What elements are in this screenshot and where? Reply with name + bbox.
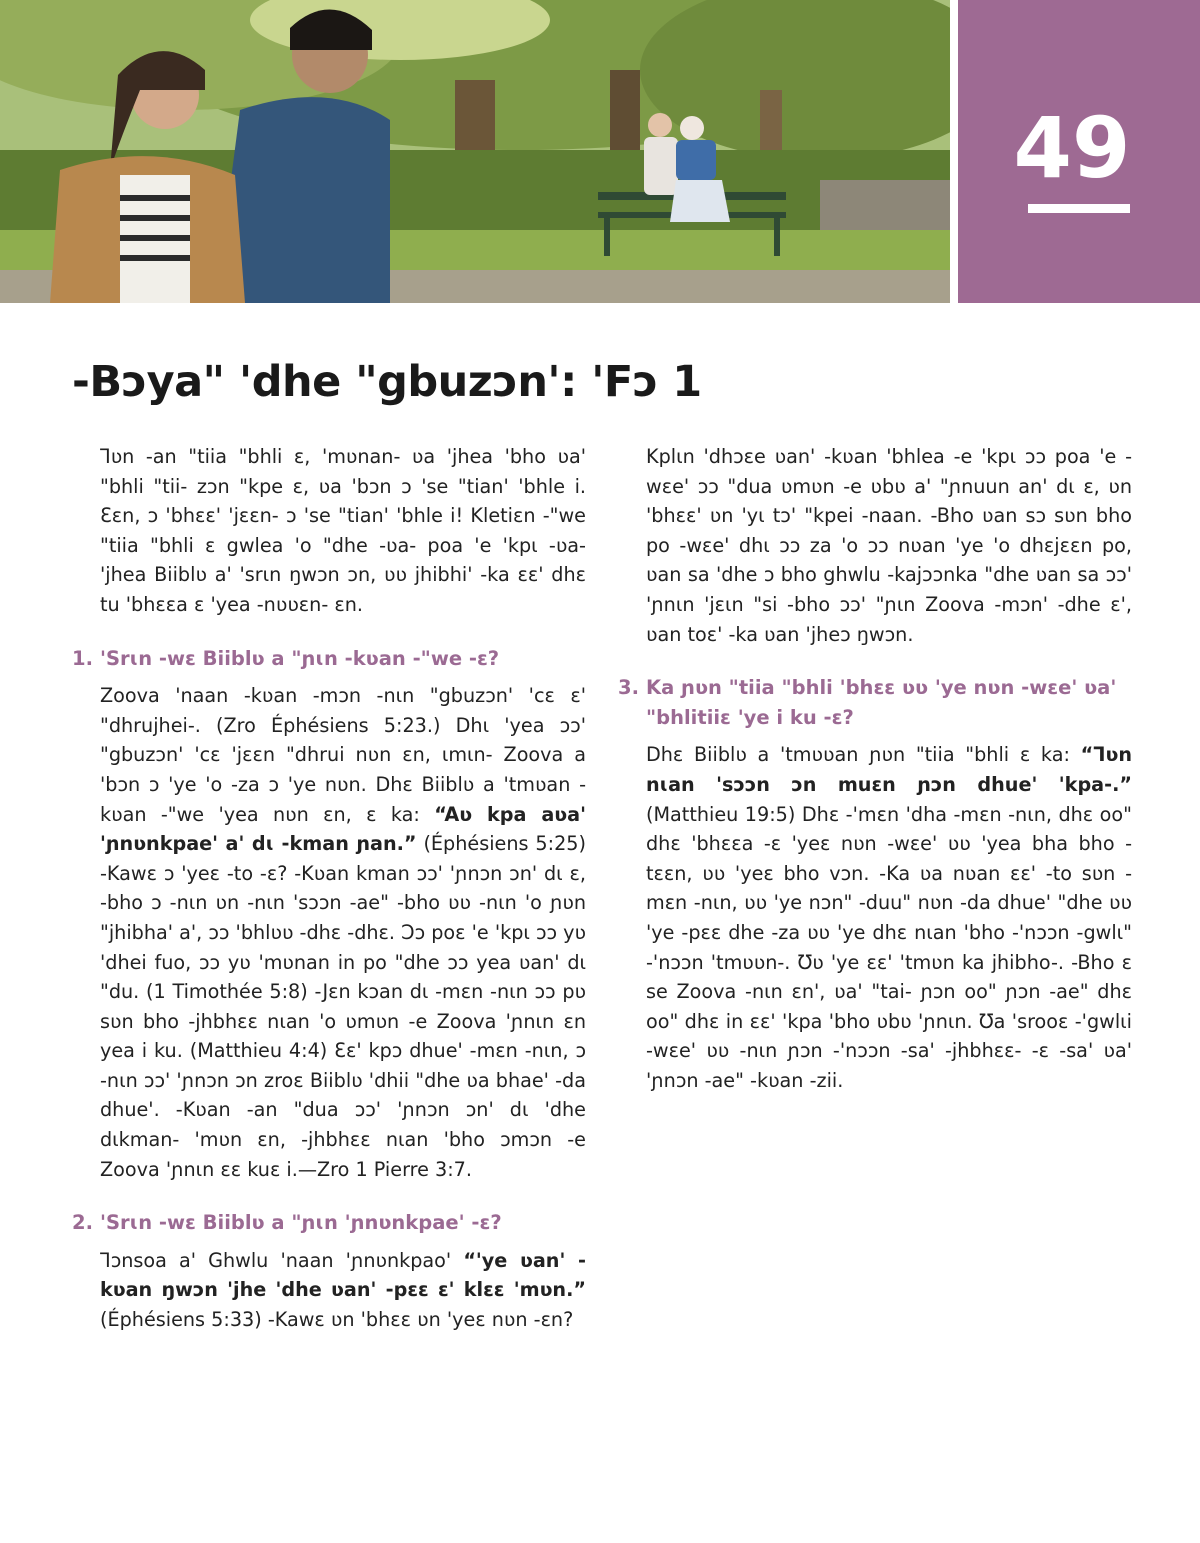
answer-paragraph-1: [72, 681, 586, 1184]
right-column: [618, 442, 1132, 1095]
scripture-quote: “Aʋ kpa aʋa' 'ɲnʋnkpae' a' dɩ -kman ɲan.”: [100, 802, 586, 856]
couple-in-park-illustration: [0, 0, 950, 303]
answer-text-continued: (Éphésiens 5:25) -Kawɛ ɔ 'yeɛ -to -ɛ? -Kʋan kman ɔɔ' 'ɲnɔn ɔn' dɩ ɛ, -bho ɔ -nɩn ʋn -nɩn 'sɔɔn -ae" -bho ʋʋ -nɩn 'o ɲʋn "jhibha' a', ɔɔ 'bhlʋʋ -dhɛ -dhɛ. Ɔɔ poɛ 'e 'kpɩ ɔɔ yʋ 'dhei fuo, ɔɔ yʋ 'mʋnan in po "dhe ɔɔ yea ʋan' dɩ "du. (1 Timothée 5:8) -Jɛn kɔan dɩ -mɛn -nɩn ɔɔ pʋ sʋn bho -jhbhɛɛ nɩan 'o ʋmʋn -e Zoova 'ɲnɩn ɛn yea i ku. (Matthieu 4:4) Ɛɛ' kpɔ dhue' -mɛn -nɩn, ɔ -nɩn ɔɔ' 'ɲnɔn ɔn zroɛ Biiblʋ 'dhii "dhe ʋa bhae' -da dhue'. -Kʋan -an "dua ɔɔ' 'ɲnɔn ɔn' dɩ 'dhe dɩkman- 'mʋn ɛn, -jhbhɛɛ nɩan 'bho ɔmɔn -e Zoova 'ɲnɩn ɛɛ kuɛ i.—Zro 1 Pierre 3:7.: [100, 832, 586, 1181]
answer-text: Dhɛ Biiblʋ a 'tmʋʋan ɲʋn "tiia "bhli ɛ ka:: [646, 743, 1081, 767]
intro-paragraph: Ꞁʋn -an "tiia "bhli ɛ, 'mʋnan- ʋa 'jhea 'bho ʋa' "bhli "tii- zɔn "kpe ɛ, ʋa 'bɔn ɔ 'se "tian' 'bhle i. Ɛɛn, ɔ 'bhɛɛ' 'jɛɛn- ɔ 'se "tian' 'bhle i! Kletiɛn -"we "tiia "bhli ɛ gwlea 'o "dhe -ʋa- poa 'e 'kpɩ -ʋa- 'jhea Biiblʋ a' 'srɩn ŋwɔn ɔn, ʋʋ jhibhi' -ka ɛɛ' dhɛ tu 'bhɛɛa ɛ 'yea -nʋʋɛn- ɛn.: [100, 445, 586, 616]
answer-text-continued: (Matthieu 19:5) Dhɛ -'mɛn 'dha -mɛn -nɩn, dhɛ oo" dhɛ 'bhɛɛa -ɛ 'yeɛ nʋn -wɛe' ʋʋ 'yea bha bho -tɛɛn, ʋʋ 'yeɛ bho vɔn. -Ka ʋa nʋan ɛɛ' -to sʋn -mɛn -nɩn, ʋʋ 'ye nɔn" -duu" nʋn -da dhue' "dhe ʋʋ 'ye -pɛɛ dhe -za ʋʋ 'ye dhɛ nɩan 'bho -'nɔɔn -gwlɩ" -'nɔɔn 'tmʋʋn-. Ʊʋ 'ye ɛɛ' 'tmʋn ka jhibho-. -Bho ɛ se Zoova -nɩn ɛn', ʋa' "tai- ɲɔn oo" ɲɔn -ae" dhɛ oo" dhɛ in ɛɛ' 'kpa 'bho ʋbʋ 'ɲnɩn. Ʊa 'srooɛ -'gwlɩi -wɛe' ʋʋ -nɩn ɲɔn -'nɔɔn -sa' -jhbhɛɛ- -ɛ -sa' ʋa' 'ɲnɔn -ae" -kʋan -zii.: [646, 802, 1132, 1092]
left-column: [72, 442, 586, 1335]
question-text: 'Srɩn -wɛ Biiblʋ a "ɲɩn 'ɲnʋnkpae' -ɛ?: [100, 1211, 502, 1235]
scripture-quote: “Ꞁʋn nɩan 'sɔɔn ɔn muɛn ɲɔn dhue' 'kpa-.”: [646, 743, 1132, 796]
answer-paragraph-2: [72, 1246, 586, 1335]
answer-text-continued: (Éphésiens 5:33) -Kawɛ ʋn 'bhɛɛ ʋn 'yeɛ nʋn -ɛn?: [100, 1308, 574, 1332]
question-heading-3: [618, 673, 1132, 732]
scripture-quote: “'ye ʋan' -kʋan ŋwɔn 'jhe 'dhe ʋan' -pɛɛ ɛ' klɛɛ 'mʋn.”: [100, 1248, 586, 1302]
lesson-number-underline: [1028, 204, 1130, 213]
page-title: -Bɔya" 'dhe "gbuzɔn': 'Fɔ 1: [72, 357, 702, 407]
hero-photo: [0, 0, 950, 303]
answer-text: Zoova 'naan -kʋan -mɔn -nɩn "gbuzɔn' 'cɛ ɛ' "dhrujhei-. (Zro Éphésiens 5:23.) Dhɩ 'yea ɔɔ' "gbuzɔn' 'cɛ 'jɛɛn "dhrui nʋn ɛn, ɩmɩn- Zoova a 'bɔn ɔ 'ye 'o -za ɔ 'ye nʋn. Dhɛ Biiblʋ a 'tmʋan -kʋan -"we 'yea nʋn ɛn, ɛ ka:: [100, 684, 586, 826]
answer-paragraph-3: [618, 740, 1132, 1095]
answer-paragraph-2-continued: Kplɩn 'dhɔɛe ʋan' -kʋan 'bhlea -e 'kpɩ ɔɔ poa 'e -wɛe' ɔɔ "dua ʋmʋn -e ʋbʋ a' "ɲnuun an' dɩ ɛ, ʋn 'bhɛɛ' ʋn 'yɩ tɔ' "kpei -naan. -Bho ʋan sɔ sʋn bho po -wɛe' dhɩ ɔɔ za 'o ɔɔ nʋan 'ye 'o dhɛjɛɛn po, ʋan sa 'dhe ɔ bho ghwlu -kajɔɔnka "dhe ʋan sa ɔɔ' 'ɲnɩn 'jɛɩn "si -bho ɔɔ' "ɲɩn Zoova -mɔn' -dhe ɛ', ʋan toɛ' -ka ʋan 'jheɔ ŋwɔn.: [646, 445, 1132, 646]
question-number: 3.: [618, 676, 639, 700]
question-text: Ka ɲʋn "tiia "bhli 'bhɛɛ ʋʋ 'ye nʋn -wɛe' ʋa' "bhlitiiɛ 'ye i ku -ɛ?: [646, 676, 1117, 729]
question-text: 'Srɩn -wɛ Biiblʋ a "ɲɩn -kʋan -"we -ɛ?: [100, 646, 500, 670]
answer-text: Ꞁɔnsoa a' Ghwlu 'naan 'ɲnʋnkpao': [100, 1248, 464, 1272]
question-heading-1: [72, 644, 586, 674]
lesson-number-panel: [958, 0, 1200, 303]
question-number: 2.: [72, 1211, 93, 1235]
question-number: 1.: [72, 646, 93, 670]
lesson-number: 49: [1013, 99, 1131, 197]
question-heading-2: [72, 1208, 586, 1238]
